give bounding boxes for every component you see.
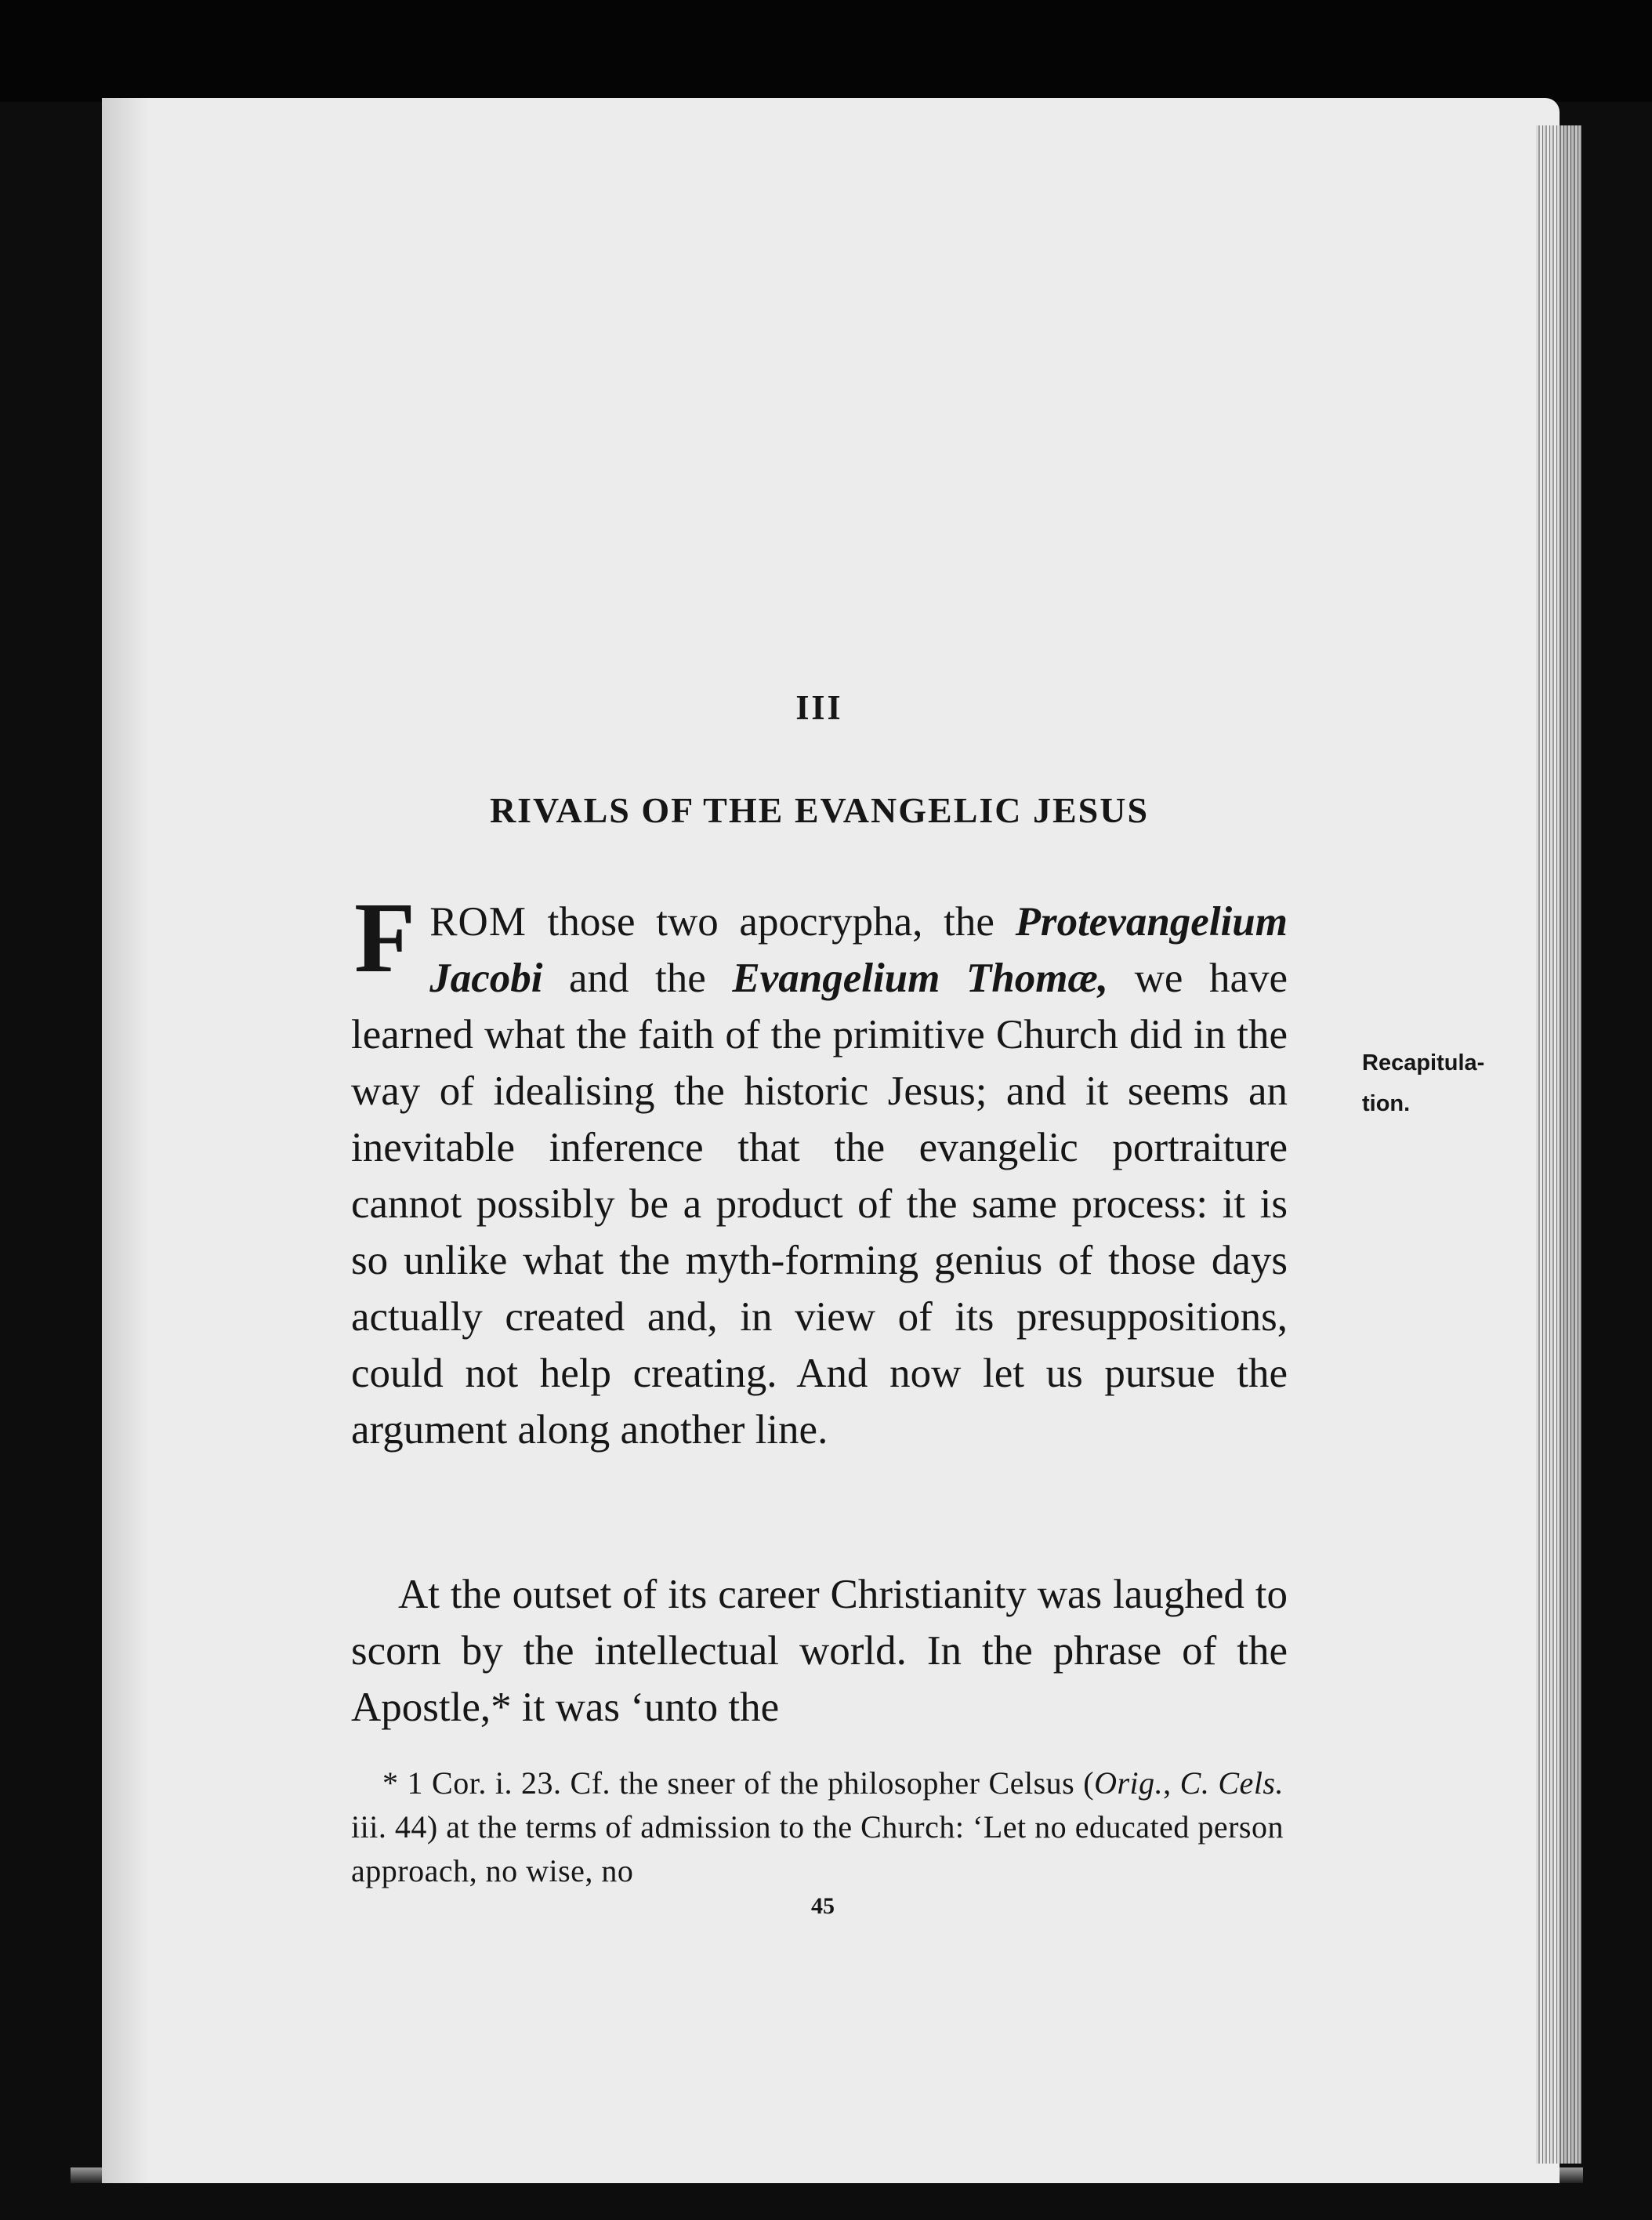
footnote xyxy=(351,1761,1284,1893)
margin-note-line-1: Recapitula- xyxy=(1362,1050,1485,1076)
title-evangelium-thomae: Evangelium Thomæ, xyxy=(732,956,1109,1001)
lead-small-caps: ROM xyxy=(429,899,527,945)
page-number: 45 xyxy=(811,1893,835,1919)
margin-note-recapitulation xyxy=(1362,1043,1519,1124)
footnote-italic-orig: Orig. xyxy=(1094,1765,1164,1801)
paragraph-1-text-b: and the xyxy=(542,956,733,1001)
paragraph-1-text-c: we have learned what the faith of the primitive Church did in the way of idealising the historic Jesus; and it seems an inevitable inference that the evangelic portraiture cannot possibly be a product of the same process: it is so unlike what the myth-forming genius of those days actually created and, in view of its presuppositions, could not help creating. And now let us pursue the argument along another line. xyxy=(351,956,1288,1453)
chapter-number: III xyxy=(795,688,843,727)
drop-cap: F xyxy=(354,882,416,993)
book-page xyxy=(102,98,1560,2183)
page-edges-stack xyxy=(1536,125,1581,2164)
footnote-text-a: * 1 Cor. i. 23. Cf. the sneer of the philosopher Celsus ( xyxy=(382,1765,1095,1801)
page-gutter-shadow xyxy=(102,98,149,2183)
scan-dark-border-top xyxy=(0,0,1652,102)
footnote-italic-c-cels: C. Cels. xyxy=(1179,1765,1284,1801)
body-paragraph-1 xyxy=(351,882,1288,1458)
footnote-text-b: , xyxy=(1163,1765,1180,1801)
chapter-title: RIVALS OF THE EVANGELIC JESUS xyxy=(489,790,1150,830)
margin-note-line-2: tion. xyxy=(1362,1091,1411,1116)
footnote-text-c: iii. 44) at the terms of admission to the Church: ‘Let no educated person approach, no wise, no xyxy=(351,1809,1284,1888)
title-protevangelium: Protevangelium Jacobi xyxy=(429,899,1288,1001)
body-paragraph-2: At the outset of its career Christianity was laughed to scorn by the intellectual world. In the phrase of the Apostle,* it was ‘unto the xyxy=(351,1572,1288,1730)
paragraph-1-text-a: those two apocrypha, the xyxy=(526,899,1016,945)
